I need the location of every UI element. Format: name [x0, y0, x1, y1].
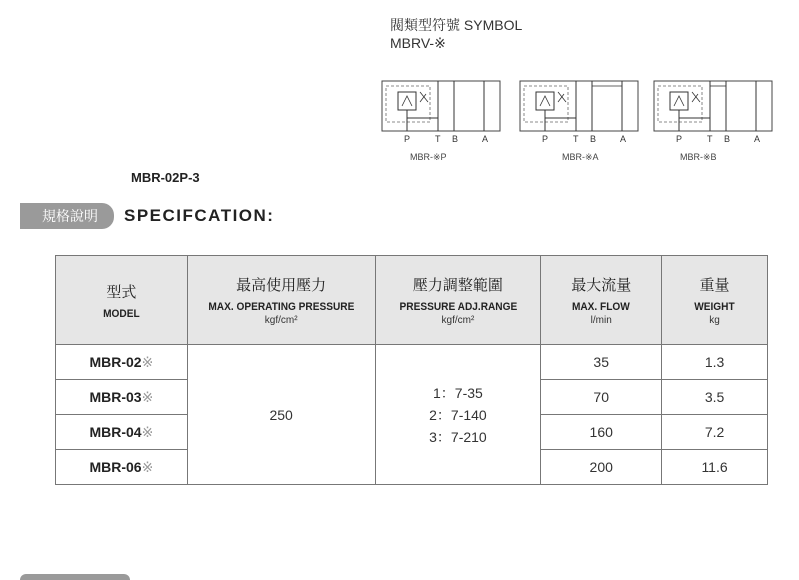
header-cn: 最大流量 — [571, 277, 632, 294]
model-cell — [56, 415, 188, 450]
weight-cell: 11.6 — [662, 450, 768, 485]
header-en: MAX. OPERATING PRESSURE — [208, 301, 355, 313]
model-value: MBR-02 — [89, 353, 142, 370]
model-value: MBR-04 — [89, 423, 142, 440]
header-unit: kg — [709, 315, 720, 326]
header-cn: 型式 — [106, 283, 137, 301]
flow-cell: 70 — [541, 380, 662, 415]
model-mark: ※ — [141, 353, 154, 370]
header-cn: 重量 — [699, 277, 730, 294]
next-section-badge — [20, 574, 130, 580]
header-unit: kgf/cm² — [264, 315, 298, 326]
pressure-cell: 250 — [187, 345, 375, 485]
schematic-label: MBR-※A — [562, 152, 599, 162]
model-mark: ※ — [141, 423, 154, 440]
range-line: 2：7-140 — [429, 406, 487, 423]
model-cell — [56, 450, 188, 485]
header-pressure — [187, 256, 375, 345]
valve-symbol-icon — [652, 78, 774, 138]
model-cell — [56, 345, 188, 380]
port-label: B — [452, 134, 459, 144]
spec-header — [20, 203, 274, 229]
spec-table — [55, 255, 768, 485]
schematic-label: MBR-※P — [410, 152, 447, 162]
header-weight — [662, 256, 768, 345]
port-label: A — [754, 134, 761, 144]
symbol-title: 閥類型符號 SYMBOL — [390, 17, 523, 33]
port-label: T — [435, 134, 441, 144]
model-mark: ※ — [141, 458, 154, 475]
symbol-title-block — [390, 16, 522, 52]
range-cell — [375, 345, 541, 485]
header-model — [56, 256, 188, 345]
schematic-p — [380, 78, 502, 170]
header-unit: kgf/cm² — [441, 315, 475, 326]
table-row — [56, 345, 768, 380]
port-label: B — [590, 134, 597, 144]
port-label: P — [676, 134, 683, 144]
valve-symbol-icon — [380, 78, 502, 138]
model-cell — [56, 380, 188, 415]
spec-title: SPECIFCATION: — [124, 206, 275, 225]
flow-cell: 160 — [541, 415, 662, 450]
spec-badge: 規格說明 — [20, 203, 114, 229]
header-en: MAX. FLOW — [572, 301, 631, 313]
range-line: 1：7-35 — [433, 384, 483, 401]
port-label: T — [707, 134, 713, 144]
flow-cell: 35 — [541, 345, 662, 380]
header-cn: 壓力調整範圍 — [412, 277, 503, 294]
model-value: MBR-06 — [89, 458, 142, 475]
weight-cell: 3.5 — [662, 380, 768, 415]
port-label: A — [620, 134, 627, 144]
port-label: B — [724, 134, 731, 144]
weight-cell: 1.3 — [662, 345, 768, 380]
valve-symbol-icon — [518, 78, 640, 138]
header-range — [375, 256, 541, 345]
schematic-label: MBR-※B — [680, 152, 717, 162]
range-line: 3：7-210 — [429, 428, 487, 445]
symbol-subtitle: MBRV-※ — [390, 35, 446, 51]
schematic-a — [518, 78, 640, 170]
flow-cell: 200 — [541, 450, 662, 485]
port-label: T — [573, 134, 579, 144]
header-en: PRESSURE ADJ.RANGE — [399, 301, 517, 313]
weight-cell: 7.2 — [662, 415, 768, 450]
header-en: WEIGHT — [694, 301, 735, 313]
port-label: A — [482, 134, 489, 144]
model-mark: ※ — [141, 388, 154, 405]
header-flow — [541, 256, 662, 345]
table-header-row — [56, 256, 768, 345]
model-name: MBR-02P-3 — [131, 170, 200, 185]
port-label: P — [404, 134, 411, 144]
port-label: P — [542, 134, 549, 144]
model-value: MBR-03 — [89, 388, 142, 405]
header-unit: l/min — [590, 315, 612, 326]
header-en: MODEL — [103, 307, 140, 320]
schematic-b — [652, 78, 774, 170]
header-cn: 最高使用壓力 — [236, 277, 327, 294]
